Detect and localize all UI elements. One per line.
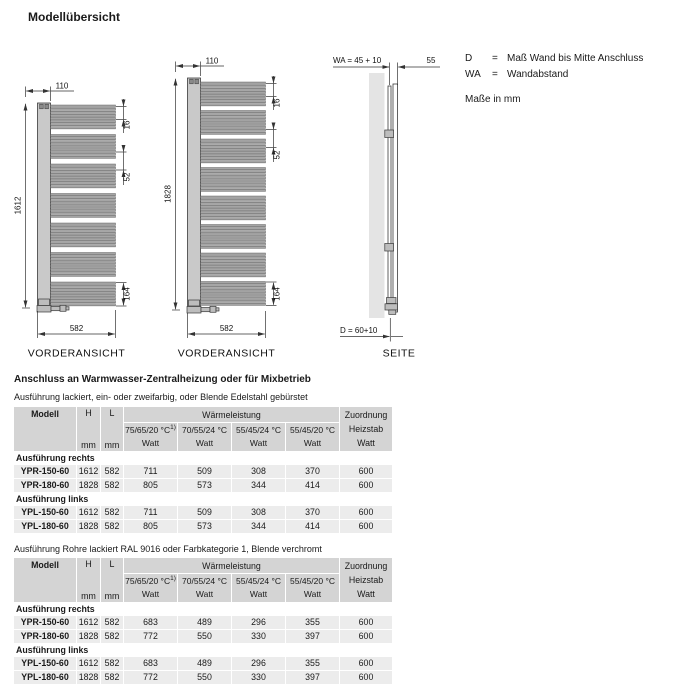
radiator-tube [201, 228, 266, 230]
radiator-tube [201, 272, 266, 274]
radiator-tube [51, 239, 116, 241]
dim-label-582: 582 [69, 324, 84, 333]
radiator-tube [51, 200, 116, 202]
radiator-tube [201, 148, 266, 150]
radiator-tube [51, 288, 116, 290]
radiator-tube [51, 209, 116, 211]
radiator-tube [51, 194, 116, 196]
drawing-caption: VORDERANSICHT [177, 347, 276, 360]
col-header-heater-assignment: Zuordnung Heizstab Watt [340, 558, 392, 602]
legend-text: Maß Wand bis Mitte Anschluss [507, 53, 644, 64]
section-heading: Anschluss an Warmwasser-Zentralheizung oder für Mixbetrieb [14, 374, 311, 385]
group-label: Ausführung rechts [14, 452, 392, 464]
radiator-tube [51, 212, 116, 214]
cell-model: YPR-180-60 [14, 479, 76, 492]
cell-model: YPL-180-60 [14, 671, 76, 684]
table-row [14, 657, 392, 670]
radiator-tube [201, 85, 266, 87]
group-row [14, 603, 392, 615]
radiator-tube [51, 138, 116, 140]
cell-value: 1612 [78, 617, 99, 627]
radiator-tube [201, 88, 266, 90]
radiator-tube [201, 142, 266, 144]
cell-value: 397 [286, 630, 339, 643]
group-row [14, 644, 392, 656]
cell-value: 582 [101, 520, 123, 533]
cell-value: 1828 [78, 480, 99, 490]
cell-value: 509 [178, 506, 231, 519]
table-row [14, 479, 392, 492]
radiator-tube [51, 124, 116, 126]
radiator-tube [201, 120, 266, 122]
radiator-tube [201, 291, 266, 293]
legend-row [465, 51, 643, 67]
radiator-tube [201, 117, 266, 119]
radiator-tube [51, 291, 116, 293]
valve-tip [389, 310, 396, 314]
table-row [14, 465, 392, 478]
radiator-tube [51, 223, 116, 225]
cell-value: 330 [232, 671, 285, 684]
col-header-temperature: 70/55/24 °C Watt [178, 423, 231, 451]
radiator-tube [51, 180, 116, 182]
radiator-tube [201, 171, 266, 173]
tube-group [201, 225, 266, 249]
legend-equals: = [492, 69, 498, 80]
radiator-profile-rear [393, 84, 398, 312]
radiator-tube [201, 285, 266, 287]
radiator-tube [201, 158, 266, 160]
col-header-length: L mm [101, 558, 123, 602]
radiator-tube [51, 147, 116, 149]
radiator-tube [51, 229, 116, 231]
radiator-tube [51, 232, 116, 234]
radiator-tube [51, 176, 116, 178]
table-row [14, 506, 392, 519]
group-label: Ausführung rechts [14, 603, 392, 615]
radiator-tube [51, 135, 116, 137]
radiator-tube [51, 274, 116, 276]
group-row [14, 493, 392, 505]
col-header-temperature: 70/55/24 °C Watt [178, 574, 231, 602]
radiator-tube [51, 108, 116, 110]
radiator-tube [51, 150, 116, 152]
radiator-tube [201, 215, 266, 217]
cell-value: 308 [232, 506, 285, 519]
cell-value: 344 [232, 479, 285, 492]
cell-value: 355 [286, 616, 339, 629]
radiator-tube [51, 259, 116, 261]
radiator-tube [51, 121, 116, 123]
wall-bracket [385, 244, 394, 252]
radiator-tube [51, 117, 116, 119]
drawing-front-view-180 [164, 57, 282, 360]
radiator-tube [51, 183, 116, 185]
valve-stub [51, 307, 60, 311]
radiator-tube [201, 91, 266, 93]
radiator-tube [201, 183, 266, 185]
cell-value: 330 [232, 630, 285, 643]
radiator-tube [51, 186, 116, 188]
radiator-tube [51, 298, 116, 300]
radiator-tube [51, 197, 116, 199]
cell-value: 1828 [78, 672, 99, 682]
radiator-tube [51, 268, 116, 270]
radiator-tube [201, 202, 266, 204]
cell-model: YPR-180-60 [14, 630, 76, 643]
radiator-tube [201, 237, 266, 239]
radiator-tube [201, 282, 266, 284]
legend-equals: = [492, 53, 498, 64]
tube-group [201, 139, 266, 163]
radiator-tube [201, 240, 266, 242]
radiator-tube [201, 205, 266, 207]
radiator-tube [51, 235, 116, 237]
cell-value: 1612 [78, 658, 99, 668]
cell-value: 582 [101, 479, 123, 492]
drawing-caption: VORDERANSICHT [27, 347, 126, 360]
tube-group [201, 196, 266, 220]
valve-body [387, 298, 397, 304]
radiator-tube [51, 294, 116, 296]
cell-value: 805 [124, 479, 177, 492]
dim-label-16: 16 [272, 98, 282, 108]
tube-group [51, 105, 116, 129]
radiator-tube [51, 170, 116, 172]
table-row [14, 671, 392, 684]
cell-value: 600 [340, 465, 392, 478]
cell-value: 600 [340, 479, 392, 492]
radiator-tube [201, 104, 266, 106]
cell-value: 414 [286, 520, 339, 533]
valve-body [189, 300, 200, 306]
cell-value: 1612 [78, 466, 99, 476]
dim-label-164: 164 [272, 287, 282, 301]
radiator-tube [51, 245, 116, 247]
radiator-tube [201, 174, 266, 176]
cell-value: 355 [286, 657, 339, 670]
legend-key: WA [465, 69, 481, 80]
cell-value: 683 [124, 657, 177, 670]
cell-value: 414 [286, 479, 339, 492]
legend-row [465, 67, 643, 83]
radiator-tube [51, 127, 116, 129]
cell-value: 582 [101, 506, 123, 519]
radiator-tube [51, 253, 116, 255]
col-header-temperature: 75/65/20 $^\circ C^{1)}$ Watt [124, 423, 177, 451]
radiator-tube [51, 285, 116, 287]
dim-label-52: 52 [122, 172, 132, 182]
cell-value: 489 [178, 657, 231, 670]
radiator-tube [51, 203, 116, 205]
radiator-tube [51, 301, 116, 303]
cell-value: 683 [124, 616, 177, 629]
cell-value: 711 [124, 465, 177, 478]
valve-body [39, 299, 50, 306]
technical-drawings [0, 0, 460, 370]
cell-value: 344 [232, 520, 285, 533]
cell-value: 600 [340, 630, 392, 643]
cell-value: 573 [178, 479, 231, 492]
radiator-tube [201, 189, 266, 191]
cell-value: 550 [178, 671, 231, 684]
radiator-tube [201, 199, 266, 201]
tube-group [51, 164, 116, 188]
cell-value: 582 [101, 657, 123, 670]
dim-label-110: 110 [55, 81, 69, 91]
cell-value: 509 [178, 465, 231, 478]
mounting-clip [45, 104, 49, 109]
radiator-tube [201, 126, 266, 128]
radiator-tube [201, 101, 266, 103]
col-header-length: L mm [101, 407, 123, 451]
radiator-tube [201, 262, 266, 264]
radiator-tube [51, 144, 116, 146]
tube-group [51, 194, 116, 218]
legend [465, 51, 643, 108]
tube-group [51, 135, 116, 159]
radiator-tube [201, 186, 266, 188]
radiator-tube [201, 303, 266, 305]
cell-model: YPL-150-60 [14, 657, 76, 670]
tube-group [201, 253, 266, 277]
page-title: Modellübersicht [28, 10, 121, 24]
radiator-tube [201, 256, 266, 258]
radiator-tube [51, 226, 116, 228]
radiator-tube [51, 111, 116, 113]
cell-value: 308 [232, 465, 285, 478]
tube-group [201, 111, 266, 135]
radiator-tube [201, 253, 266, 255]
col-header-temperature: 75/65/20 $^\circ C^{1)}$ Watt [124, 574, 177, 602]
cell-value: 600 [340, 616, 392, 629]
drawing-front-view-150 [14, 82, 132, 360]
radiator-tube [201, 196, 266, 198]
col-header-power: Wärmeleistung [124, 407, 339, 422]
radiator-tube [201, 123, 266, 125]
dim-label-wa: WA = 45 + 10 [333, 56, 382, 65]
radiator-tube [201, 243, 266, 245]
mounting-clip [195, 79, 199, 84]
col-header-model: Modell [14, 407, 76, 451]
radiator-tube [201, 151, 266, 153]
radiator-tube [201, 212, 266, 214]
radiator-tube [51, 282, 116, 284]
tube-group [201, 282, 266, 306]
dim-label-164: 164 [122, 287, 132, 301]
radiator-tube [201, 155, 266, 157]
radiator-tube [51, 173, 116, 175]
radiator-tube [201, 98, 266, 100]
tube-group [201, 168, 266, 192]
table-row [14, 520, 392, 533]
radiator-profile-front [388, 86, 391, 310]
tube-group [51, 253, 116, 277]
radiator-tube [201, 145, 266, 147]
dim-label-height: 1612 [13, 196, 23, 215]
mounting-clip [40, 104, 44, 109]
radiator-tube [51, 167, 116, 169]
col-header-temperature: 55/45/20 °C Watt [286, 423, 339, 451]
radiator-tube [201, 208, 266, 210]
radiator-tube [51, 114, 116, 116]
col-header-height: H mm [77, 407, 100, 451]
cell-value: 805 [124, 520, 177, 533]
radiator-tube [51, 105, 116, 107]
dim-label-55: 55 [426, 56, 436, 65]
radiator-tube [51, 242, 116, 244]
valve-body [385, 304, 398, 310]
drawing-caption: SEITE [382, 347, 416, 360]
valve-stub [201, 308, 210, 312]
radiator-tube [201, 231, 266, 233]
dim-label-16: 16 [122, 120, 132, 130]
radiator-tube [51, 156, 116, 158]
cell-value: 1828 [78, 631, 99, 641]
radiator-tube [201, 269, 266, 271]
cell-model: YPR-150-60 [14, 465, 76, 478]
col-header-height: H mm [77, 558, 100, 602]
cell-value: 582 [101, 616, 123, 629]
cell-model: YPL-180-60 [14, 520, 76, 533]
collector-bar [188, 78, 201, 310]
group-label: Ausführung links [14, 644, 392, 656]
group-row [14, 452, 392, 464]
cell-value: 582 [101, 671, 123, 684]
dim-label-582: 582 [219, 324, 234, 333]
radiator-tube [201, 218, 266, 220]
cell-value: 1612 [78, 507, 99, 517]
radiator-tube [201, 294, 266, 296]
cell-value: 582 [101, 465, 123, 478]
radiator-tube [201, 225, 266, 227]
radiator-tube [51, 164, 116, 166]
table-intro-chrome: Ausführung Rohre lackiert RAL 9016 oder Farbkategorie 1, Blende verchromt [14, 544, 322, 554]
cell-value: 711 [124, 506, 177, 519]
valve-fitting [210, 306, 216, 312]
wall-section [369, 73, 385, 318]
legend-text: Wandabstand [507, 69, 569, 80]
col-header-temperature: 55/45/24 °C Watt [232, 574, 285, 602]
table-row [14, 616, 392, 629]
radiator-tube [51, 141, 116, 143]
wall-bracket [385, 130, 394, 138]
radiator-tube [201, 275, 266, 277]
units-note: Maße in mm [465, 94, 521, 105]
dim-label-110: 110 [205, 56, 219, 66]
cell-value: 600 [340, 657, 392, 670]
table-intro-painted: Ausführung lackiert, ein- oder zweifarbig, oder Blende Edelstahl gebürstet [14, 392, 308, 402]
cell-value: 370 [286, 506, 339, 519]
radiator-tube [201, 132, 266, 134]
tube-group [51, 223, 116, 247]
radiator-tube [201, 297, 266, 299]
cell-value: 296 [232, 616, 285, 629]
dim-label-52: 52 [272, 150, 282, 160]
col-header-heater-assignment: Zuordnung Heizstab Watt [340, 407, 392, 451]
valve-body [187, 307, 201, 314]
cell-value: 582 [101, 630, 123, 643]
radiator-tube [201, 161, 266, 163]
cell-model: YPL-150-60 [14, 506, 76, 519]
radiator-tube [201, 300, 266, 302]
valve-tip [66, 307, 69, 310]
col-header-model: Modell [14, 558, 76, 602]
cell-value: 489 [178, 616, 231, 629]
radiator-tube [201, 180, 266, 182]
dim-label-d: D = 60+10 [340, 326, 378, 335]
drawing-side-view [333, 56, 440, 360]
cell-value: 397 [286, 671, 339, 684]
col-header-power: Wärmeleistung [124, 558, 339, 573]
radiator-tube [201, 234, 266, 236]
radiator-tube [51, 215, 116, 217]
cell-value: 296 [232, 657, 285, 670]
cell-value: 772 [124, 671, 177, 684]
valve-body [37, 306, 51, 313]
cell-value: 600 [340, 671, 392, 684]
radiator-tube [201, 111, 266, 113]
radiator-tube [201, 94, 266, 96]
valve-fitting [60, 305, 66, 311]
tube-group [201, 82, 266, 106]
group-label: Ausführung links [14, 493, 392, 505]
radiator-tube [51, 262, 116, 264]
dim-label-height: 1828 [163, 185, 173, 203]
cell-model: YPR-150-60 [14, 616, 76, 629]
radiator-tube [51, 153, 116, 155]
radiator-tube [201, 129, 266, 131]
collector-bar [38, 103, 51, 308]
radiator-tube [51, 206, 116, 208]
tube-group [51, 282, 116, 306]
cell-value: 600 [340, 506, 392, 519]
table-row [14, 630, 392, 643]
radiator-tube [201, 288, 266, 290]
spec-table-painted [13, 406, 393, 534]
radiator-tube [51, 265, 116, 267]
spec-table-chrome [13, 557, 393, 685]
radiator-tube [201, 82, 266, 84]
cell-value: 550 [178, 630, 231, 643]
radiator-tube [201, 114, 266, 116]
cell-value: 573 [178, 520, 231, 533]
cell-value: 600 [340, 520, 392, 533]
radiator-tube [201, 177, 266, 179]
radiator-tube [201, 265, 266, 267]
cell-value: 772 [124, 630, 177, 643]
col-header-temperature: 55/45/20 °C Watt [286, 574, 339, 602]
radiator-tube [201, 168, 266, 170]
radiator-tube [201, 139, 266, 141]
cell-value: 1828 [78, 521, 99, 531]
radiator-tube [51, 271, 116, 273]
radiator-tube [201, 259, 266, 261]
radiator-tube [51, 256, 116, 258]
legend-key: D [465, 53, 473, 64]
valve-tip [216, 308, 219, 311]
radiator-tube [201, 246, 266, 248]
col-header-temperature: 55/45/24 °C Watt [232, 423, 285, 451]
cell-value: 370 [286, 465, 339, 478]
mounting-clip [190, 79, 194, 84]
